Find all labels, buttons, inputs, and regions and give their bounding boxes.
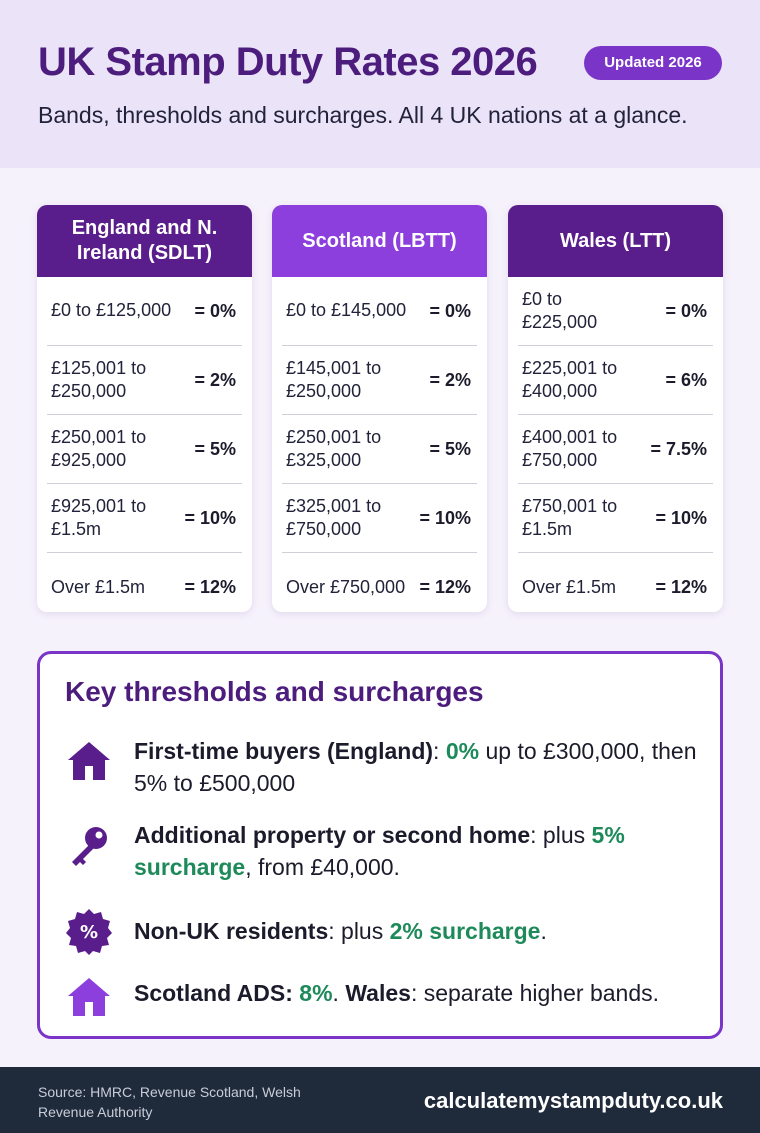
band-range: £325,001 to £750,000 (286, 495, 382, 539)
band-range: £400,001 to £750,000 (522, 426, 618, 470)
band-rate: = 6% (665, 369, 707, 390)
rate-row (518, 415, 713, 484)
rate-row (47, 484, 242, 553)
rate-row (47, 553, 242, 612)
key-icon (64, 820, 114, 870)
house-icon (64, 972, 114, 1022)
rate-row (282, 553, 477, 612)
updated-badge: Updated 2026 (584, 46, 722, 80)
band-range: £250,001 to £325,000 (286, 426, 382, 470)
band-range: £0 to £145,000 (286, 300, 407, 321)
rates-card-scotland (272, 205, 487, 612)
band-range: Over £1.5m (51, 576, 146, 597)
band-rate: = 10% (184, 507, 236, 528)
band-rate: = 5% (429, 438, 471, 459)
rates-card-england (37, 205, 252, 612)
band-rate: = 12% (655, 577, 707, 597)
key-thresholds-panel (37, 651, 723, 1039)
band-rate: = 2% (194, 369, 236, 390)
rate-row (518, 553, 713, 612)
rates-card-wales (508, 205, 723, 612)
rate-row (282, 415, 477, 484)
rate-row (47, 277, 242, 346)
band-rate: = 0% (194, 300, 236, 321)
band-range: £750,001 to £1.5m (522, 495, 618, 539)
house-icon (64, 736, 114, 786)
card-heading: England and N. Ireland (SDLT) (37, 205, 252, 277)
site-link[interactable]: calculatemystampduty.co.uk (423, 1088, 723, 1113)
band-rate: = 7.5% (650, 438, 707, 459)
band-range: £0 to £225,000 (522, 288, 598, 332)
rate-row (282, 277, 477, 346)
band-rate: = 0% (665, 300, 707, 321)
rate-row (518, 277, 713, 346)
band-range: Over £750,000 (286, 576, 406, 597)
item-text: Non-UK residents: plus 2% surcharge. (134, 918, 547, 944)
svg-text:%: % (79, 922, 99, 943)
band-range: £145,001 to £250,000 (286, 357, 382, 401)
rate-row (47, 346, 242, 415)
card-heading: Wales (LTT) (508, 205, 723, 277)
card-heading: Scotland (LBTT) (272, 205, 487, 277)
band-rate: = 12% (419, 577, 471, 597)
header (0, 0, 760, 168)
source-note: Source: HMRC, Revenue Scotland, Welsh Revenue Authority (38, 1084, 301, 1121)
item-text: Scotland ADS: 8%. Wales: separate higher bands. (134, 980, 659, 1006)
panel-title: Key thresholds and surcharges (65, 676, 484, 707)
band-rate: = 5% (194, 438, 236, 459)
rate-row (282, 484, 477, 553)
band-rate: = 10% (419, 507, 471, 528)
rate-row (282, 346, 477, 415)
rate-row (518, 484, 713, 553)
item-text: First-time buyers (England): 0% up to £300,000, then 5% to £500,000 (134, 738, 697, 796)
page-subtitle: Bands, thresholds and surcharges. All 4 UK nations at a glance. (38, 102, 688, 128)
footer (0, 1067, 760, 1133)
band-range: £125,001 to £250,000 (51, 357, 147, 401)
band-range: £225,001 to £400,000 (522, 357, 618, 401)
band-range: £925,001 to £1.5m (51, 495, 147, 539)
band-range: £0 to £125,000 (51, 300, 172, 321)
band-range: £250,001 to £925,000 (51, 426, 147, 470)
band-rate: = 10% (655, 507, 707, 528)
band-rate: = 0% (429, 300, 471, 321)
rate-row (47, 415, 242, 484)
item-text: Additional property or second home: plus 5% surcharge, from £40,000. (134, 822, 625, 880)
percent-badge-icon (64, 906, 114, 956)
band-rate: = 12% (184, 577, 236, 597)
page-title: UK Stamp Duty Rates 2026 (38, 40, 538, 84)
rate-row (518, 346, 713, 415)
band-range: Over £1.5m (522, 576, 617, 597)
band-rate: = 2% (429, 369, 471, 390)
